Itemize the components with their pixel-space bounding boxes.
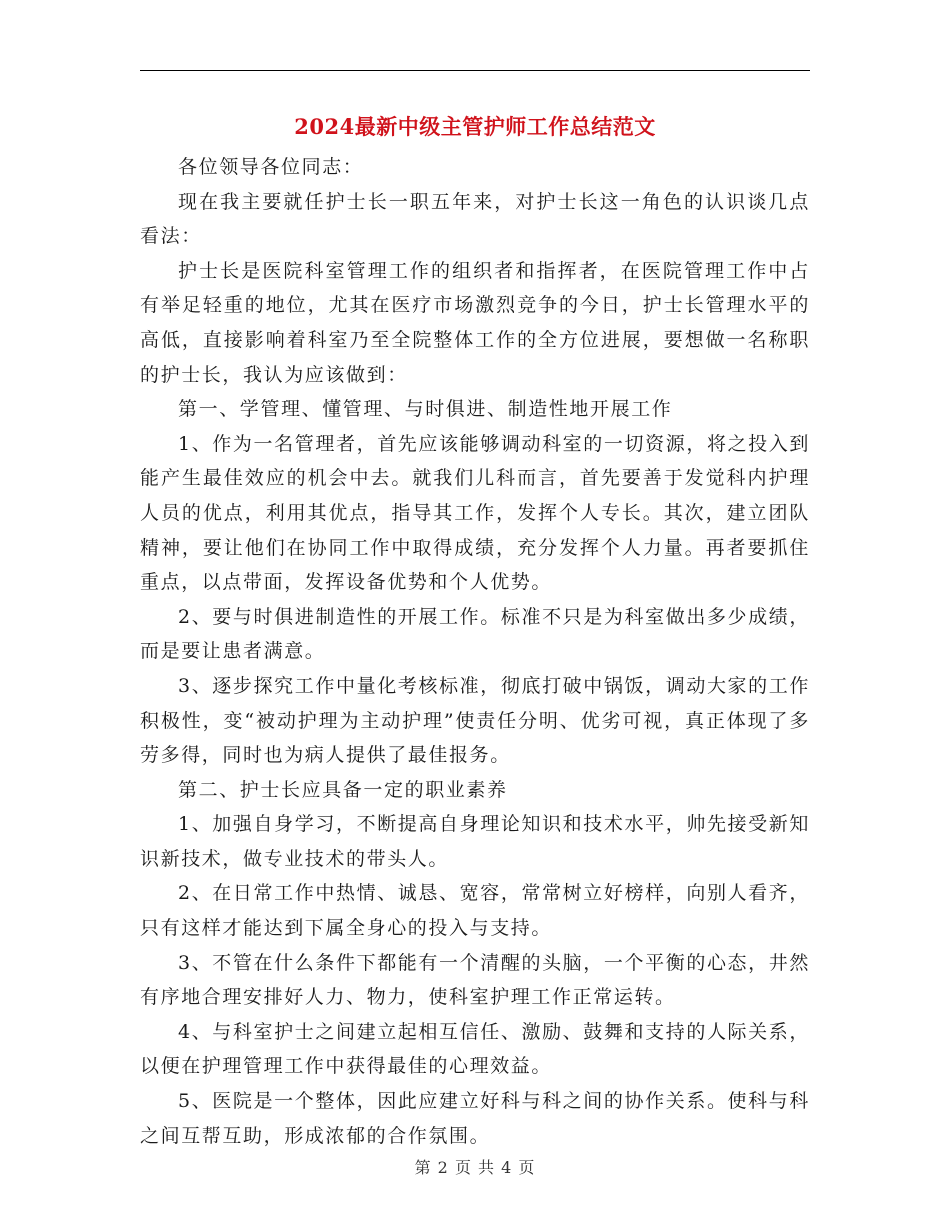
paragraph-item: 5、医院是一个整体，因此应建立好科与科之间的协作关系。使科与科之间互帮互助，形成浓郁的合作氛围。	[140, 1090, 810, 1147]
paragraph-item: 1、作为一名管理者，首先应该能够调动科室的一切资源，将之投入到能产生最佳效应的机会中去。就我们儿科而言，首先要善于发觉科内护理人员的优点，利用其优点，指导其工作，发挥个人专长。其次，建立团队精神，要让他们在协同工作中取得成绩，充分发挥个人力量。再者要抓住重点，以点带面，发挥设备优势和个人优势。	[140, 432, 810, 594]
paragraph-item: 2、要与时俱进制造性的开展工作。标准不只是为科室做出多少成绩，而是要让患者满意。	[140, 605, 810, 663]
paragraph-item: 2、在日常工作中热情、诚恳、宽容，常常树立好榜样，向别人看齐，只有这样才能达到下属全身心的投入与支持。	[140, 882, 810, 940]
paragraph-item: 3、不管在什么条件下都能有一个清醒的头脑，一个平衡的心态，井然有序地合理安排好人力、物力，使科室护理工作正常运转。	[140, 951, 810, 1009]
paragraph-role: 护士长是医院科室管理工作的组织者和指挥者，在医院管理工作中占有举足轻重的地位，尤其在医疗市场激烈竞争的今日，护士长管理水平的高低，直接影响着科室乃至全院整体工作的全方位进展，要想做一名称职的护士长，我认为应该做到：	[140, 259, 810, 386]
paragraph-intro: 现在我主要就任护士长一职五年来，对护士长这一角色的认识谈几点看法：	[140, 190, 810, 248]
document-body	[140, 150, 810, 1153]
paragraph-item: 4、与科室护士之间建立起相互信任、激励、鼓舞和支持的人际关系，以便在护理管理工作中获得最佳的心理效益。	[140, 1020, 810, 1078]
page-number: 第 2 页 共 4 页	[414, 1158, 536, 1177]
paragraph-greeting: 各位领导各位同志：	[178, 156, 364, 178]
section-heading-1: 第一、学管理、懂管理、与时俱进、制造性地开展工作	[178, 398, 673, 421]
section-heading-2: 第二、护士长应具备一定的职业素养	[178, 778, 508, 801]
paragraph-item: 3、逐步探究工作中量化考核标准，彻底打破中锅饭，调动大家的工作积极性，变“被动护理为主动护理”使责任分明、优劣可视，真正体现了多劳多得，同时也为病人提供了最佳报务。	[140, 674, 810, 767]
paragraph-item: 1、加强自身学习，不断提高自身理论知识和技术水平，帅先接受新知识新技术，做专业技术的带头人。	[140, 813, 810, 870]
header-rule	[140, 70, 810, 71]
document-title: 2024最新中级主管护师工作总结范文	[294, 114, 656, 139]
